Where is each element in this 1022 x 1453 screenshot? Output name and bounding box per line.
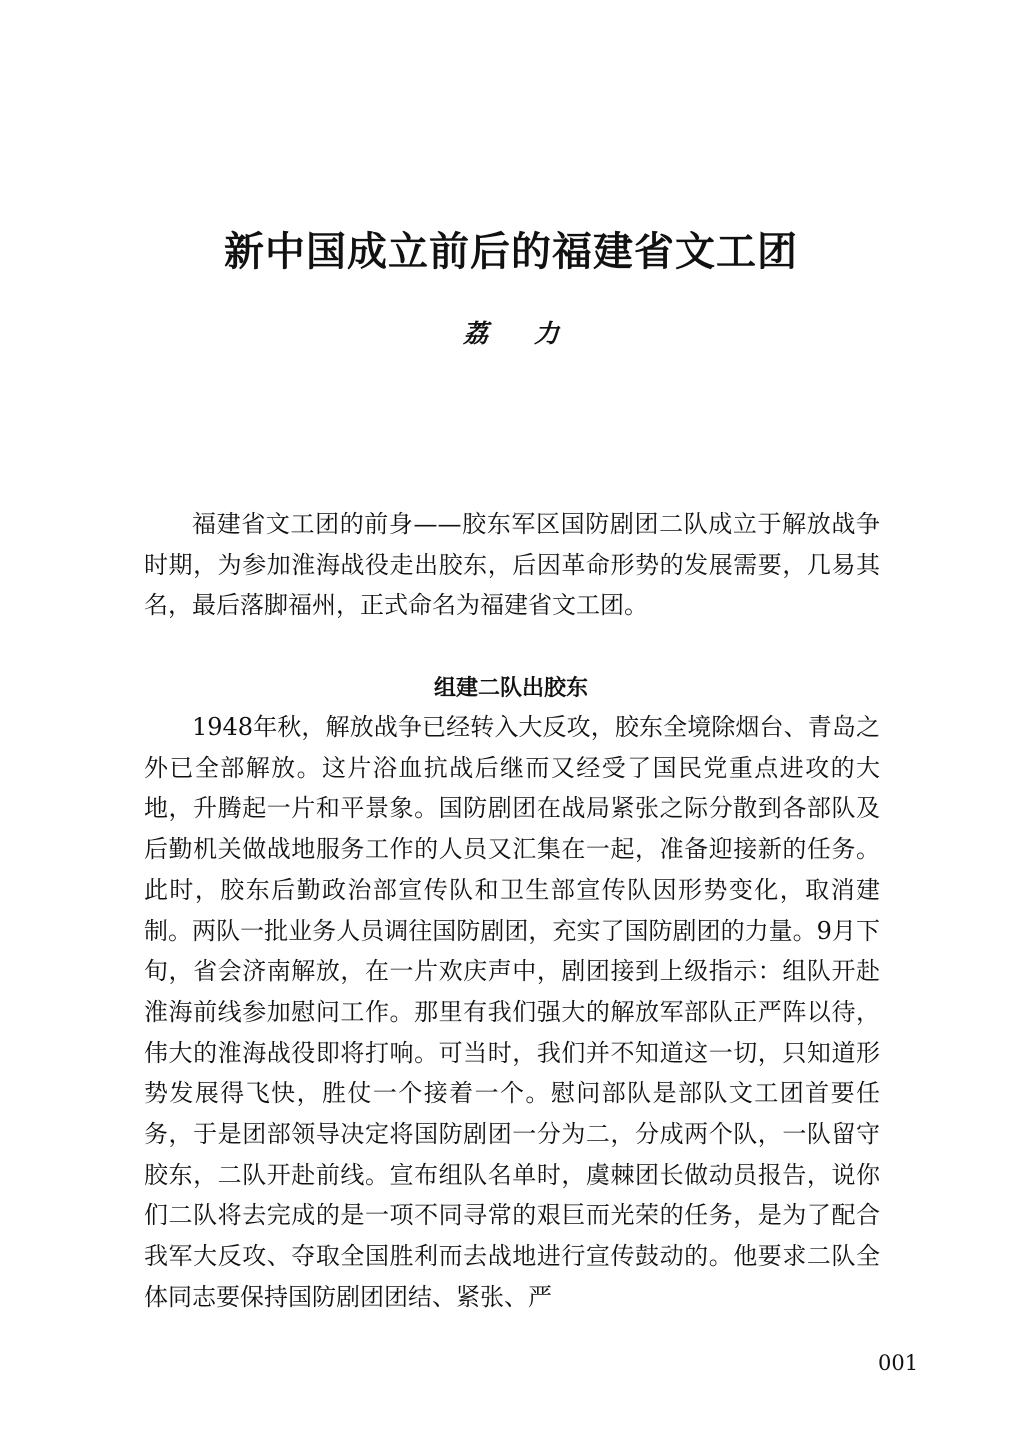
section-paragraph: 1948年秋，解放战争已经转入大反攻，胶东全境除烟台、青岛之外已全部解放。这片浴血抗战后继而又经受了国民党重点进攻的大地，升腾起一片和平景象。国防剧团在战局紧张之际分散到各部队及后勤机关做战地服务工作的人员又汇集在一起，准备迎接新的任务。此时，胶东后勤政治部宣传队和卫生部宣传队因形势变化，取消建制。两队一批业务人员调往国防剧团，充实了国防剧团的力量。9月下旬，省会济南解放，在一片欢庆声中，剧团接到上级指示：组队开赴淮海前线参加慰问工作。那里有我们强大的解放军部队正严阵以待，伟大的淮海战役即将打响。可当时，我们并不知道这一切，只知道形势发展得飞快，胜仗一个接着一个。慰问部队是部队文工团首要任务，于是团部领导决定将国防剧团一分为二，分成两个队，一队留守胶东，二队开赴前线。宣布组队名单时，虞棘团长做动员报告，说你们二队将去完成的是一项不同寻常的艰巨而光荣的任务，是为了配合我军大反攻、夺取全国胜利而去战地进行宣传鼓动的。他要求二队全体同志要保持国防剧团团结、紧张、严 [144,713,880,1311]
section-heading: 组建二队出胶东 [433,675,588,701]
author-char-1: 荔 [462,319,488,348]
author-char-2: 力 [534,319,560,348]
intro-paragraph: 福建省文工团的前身——胶东军区国防剧团二队成立于解放战争时期，为参加淮海战役走出胶东，后因革命形势的发展需要，几易其名，最后落脚福州，正式命名为福建省文工团。 [144,510,880,620]
author-name [0,316,1022,352]
page-title: 新中国成立前后的福建省文工团 [224,228,798,275]
page-number: 001 [878,1351,919,1375]
